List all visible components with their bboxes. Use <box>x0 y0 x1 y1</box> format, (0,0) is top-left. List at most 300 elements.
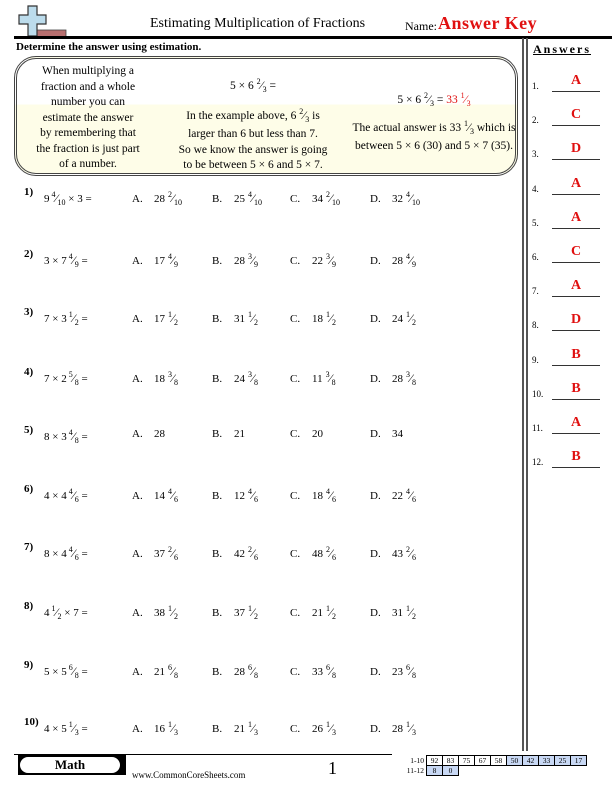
numerator: 2 <box>256 77 261 86</box>
answer-line <box>552 399 600 400</box>
answer-option-b[interactable] <box>212 190 262 207</box>
denominator: 9 <box>174 260 179 269</box>
answer-option-c[interactable] <box>290 190 340 207</box>
numerator: 1 <box>68 720 73 729</box>
answer-number: 6. <box>532 252 539 262</box>
equals: = <box>78 548 88 560</box>
answer-option-c[interactable] <box>290 720 336 737</box>
question-expression <box>44 604 88 621</box>
answer-value: A <box>570 209 582 225</box>
answer-column-divider <box>522 38 524 751</box>
answer-option-d[interactable] <box>370 190 420 207</box>
option-letter: B. <box>212 313 223 325</box>
denominator: 2 <box>332 318 337 327</box>
denominator: 6 <box>332 495 337 504</box>
fraction-slash: ⁄ <box>410 664 413 678</box>
fraction-slash: ⁄ <box>410 253 413 267</box>
whole: 34 <box>312 193 323 205</box>
option-letter: C. <box>290 607 301 619</box>
worksheet-title: Estimating Multiplication of Fractions <box>150 16 366 31</box>
answer-slot[interactable] <box>532 381 612 403</box>
fraction-slash: ⁄ <box>410 605 413 619</box>
whole: 38 <box>154 607 165 619</box>
answer-number: 8. <box>532 320 539 331</box>
answer-option-c[interactable] <box>290 487 336 504</box>
answer-slot[interactable] <box>532 415 612 437</box>
answer-value: B <box>571 346 581 362</box>
whole: 5 × 5 <box>44 666 67 678</box>
question-expression <box>44 252 88 269</box>
text-line: to be between 5 × 6 and 5 × 7. <box>183 159 323 171</box>
fraction <box>168 720 178 737</box>
fraction <box>326 663 336 680</box>
fraction <box>406 310 416 327</box>
option-letter: A. <box>132 428 143 440</box>
whole: 34 <box>392 428 403 440</box>
option-letter: C. <box>290 490 301 502</box>
answer-option-a[interactable] <box>132 487 178 504</box>
whole: 14 <box>154 490 165 502</box>
whole: 21 <box>154 666 165 678</box>
numerator: 2 <box>168 190 172 199</box>
numerator: 1 <box>406 604 410 613</box>
fraction <box>248 720 258 737</box>
question-number: 1) <box>24 186 34 198</box>
fraction-slash: ⁄ <box>72 546 75 560</box>
answer-option-a[interactable] <box>132 252 178 269</box>
question-number: 8) <box>24 600 34 612</box>
text: is <box>309 109 320 122</box>
text-line <box>158 104 348 128</box>
denominator: 9 <box>412 260 417 269</box>
equals: = <box>78 723 88 735</box>
fraction-slash: ⁄ <box>172 371 175 385</box>
whole: 16 <box>154 723 165 735</box>
denominator: 8 <box>412 378 417 387</box>
answer-option-b[interactable] <box>212 545 258 562</box>
fraction <box>248 252 258 269</box>
denominator: 8 <box>332 671 337 680</box>
answer-option-d[interactable] <box>370 720 416 737</box>
fraction-slash: ⁄ <box>55 605 58 619</box>
equals: × 7 = <box>61 607 88 619</box>
question-number: 9) <box>24 659 34 671</box>
denominator: 10 <box>332 198 341 207</box>
whole: 4 <box>44 607 50 619</box>
fraction-slash: ⁄ <box>330 311 333 325</box>
fraction-slash: ⁄ <box>172 546 175 560</box>
text: which is <box>473 121 516 134</box>
numerator: 3 <box>248 252 252 261</box>
fraction-slash: ⁄ <box>410 191 413 205</box>
option-letter: D. <box>370 428 381 440</box>
numerator: 2 <box>406 545 410 554</box>
denominator: 3 <box>262 85 267 94</box>
question-number: 10) <box>24 716 39 728</box>
whole: 17 <box>154 313 165 325</box>
answer-option-d[interactable] <box>370 487 416 504</box>
whole: 28 <box>234 255 245 267</box>
answer-option-d[interactable] <box>370 545 416 562</box>
numerator: 6 <box>406 663 410 672</box>
score-row <box>396 766 587 776</box>
equals: = <box>78 666 88 678</box>
answer-option-b[interactable] <box>212 310 258 327</box>
numerator: 6 <box>248 663 252 672</box>
fraction-slash: ⁄ <box>330 546 333 560</box>
fraction <box>52 604 62 621</box>
example-explanation <box>26 64 150 173</box>
denominator: 6 <box>332 553 337 562</box>
fraction <box>168 370 178 387</box>
answer-slot[interactable] <box>532 210 612 232</box>
answer-slot[interactable] <box>532 244 612 266</box>
fraction-slash: ⁄ <box>330 664 333 678</box>
numerator: 1 <box>406 720 410 729</box>
answers-heading: Answers <box>533 42 591 56</box>
answer-option-b[interactable] <box>212 487 258 504</box>
answer-option-d[interactable] <box>370 370 416 387</box>
fraction <box>168 487 178 504</box>
numerator: 1 <box>168 720 172 729</box>
fraction <box>168 310 178 327</box>
numerator: 4 <box>248 190 252 199</box>
whole: 28 <box>392 723 403 735</box>
example-expression <box>158 74 348 98</box>
answer-option-a[interactable] <box>132 428 165 440</box>
option-letter: A. <box>132 548 143 560</box>
answer-line <box>552 365 600 366</box>
answer-option-b[interactable] <box>212 428 245 440</box>
answer-number: 12. <box>532 457 544 468</box>
answer-option-a[interactable] <box>132 604 178 621</box>
answer-value: C <box>570 244 582 259</box>
answer-slot[interactable] <box>532 107 612 129</box>
whole: 4 × 4 <box>44 490 67 502</box>
fraction <box>406 545 416 562</box>
denominator: 3 <box>254 728 259 737</box>
whole: 17 <box>154 255 165 267</box>
answer-option-a[interactable] <box>132 720 178 737</box>
fraction <box>168 545 178 562</box>
answer-option-d[interactable] <box>370 428 403 440</box>
fraction <box>168 252 178 269</box>
fraction <box>69 545 79 562</box>
denominator: 8 <box>331 378 336 387</box>
denominator: 3 <box>305 114 310 124</box>
score-cell: 83 <box>443 756 459 766</box>
option-letter: B. <box>212 373 223 385</box>
whole: 9 <box>44 193 50 205</box>
answer-slot[interactable] <box>532 141 612 163</box>
fraction <box>326 545 336 562</box>
answer-option-b[interactable] <box>212 252 258 269</box>
answer-value: C <box>570 107 582 123</box>
answer-option-c[interactable] <box>290 604 336 621</box>
score-cell: 42 <box>523 756 539 766</box>
answer-option-b[interactable] <box>212 663 258 680</box>
denominator: 3 <box>174 728 179 737</box>
numerator: 1 <box>168 604 172 613</box>
score-cell: 75 <box>459 756 475 766</box>
fraction <box>406 370 416 387</box>
name-label: Name: <box>405 19 437 33</box>
fraction: $^1⁄_3$ <box>460 91 471 108</box>
numerator: 4 <box>68 252 73 261</box>
answer-line <box>552 194 600 195</box>
answer-number: 7. <box>532 286 539 297</box>
fraction-slash: ⁄ <box>72 371 75 385</box>
whole: 5 × 6 <box>397 94 422 106</box>
whole: 33 <box>446 94 458 106</box>
equals: = <box>434 94 447 106</box>
numerator: 6 <box>68 663 73 672</box>
fraction <box>52 190 66 207</box>
answer-number: 2. <box>532 115 539 126</box>
fraction <box>248 370 258 387</box>
denominator: 6 <box>74 553 79 562</box>
fraction-slash: ⁄ <box>172 191 175 205</box>
answer-slot[interactable] <box>532 312 612 334</box>
denominator: 6 <box>74 495 79 504</box>
question-expression <box>44 663 88 680</box>
answer-slot[interactable] <box>532 449 612 471</box>
answer-option-a[interactable] <box>132 370 178 387</box>
fraction <box>326 190 340 207</box>
answer-option-c[interactable] <box>290 310 336 327</box>
denominator: 8 <box>412 671 417 680</box>
question-expression <box>44 428 88 445</box>
whole: 21 <box>234 723 245 735</box>
fraction-slash: ⁄ <box>252 488 255 502</box>
numerator: 4 <box>326 487 330 496</box>
option-letter: B. <box>212 607 223 619</box>
fraction-slash: ⁄ <box>172 664 175 678</box>
answer-value: B <box>571 380 581 396</box>
equals: = <box>78 431 88 443</box>
score-table <box>396 755 587 776</box>
numerator: 3 <box>325 370 330 379</box>
answer-option-d[interactable] <box>370 604 416 621</box>
name-value: Answer Key <box>438 13 538 33</box>
numerator: 6 <box>326 663 330 672</box>
denominator: 2 <box>254 318 259 327</box>
answer-line <box>552 91 600 92</box>
denominator: 2 <box>412 318 417 327</box>
denominator: 9 <box>74 260 79 269</box>
question-row <box>0 541 520 565</box>
math-cross-logo-icon <box>14 4 74 38</box>
text-line: estimate the answer <box>42 111 134 124</box>
whole: 33 <box>312 666 323 678</box>
answer-line <box>552 159 600 160</box>
answer-option-d[interactable] <box>370 663 416 680</box>
answer-line <box>552 228 600 229</box>
whole: 26 <box>312 723 323 735</box>
numerator: 1 <box>406 310 410 319</box>
question-expression <box>44 487 88 504</box>
denominator: 3 <box>412 728 417 737</box>
fraction-slash: ⁄ <box>330 721 333 735</box>
fraction <box>248 190 262 207</box>
fraction <box>406 190 420 207</box>
fraction <box>248 487 258 504</box>
fraction-slash: ⁄ <box>172 488 175 502</box>
numerator: 2 <box>248 545 252 554</box>
question-row <box>0 483 520 507</box>
option-letter: D. <box>370 313 381 325</box>
question-expression <box>44 310 88 327</box>
numerator: 4 <box>168 487 172 496</box>
score-cell: 33 <box>539 756 555 766</box>
answer-option-d[interactable] <box>370 310 416 327</box>
denominator: 2 <box>332 612 337 621</box>
text-line: by remembering that <box>40 127 136 139</box>
fraction-slash: ⁄ <box>410 488 413 502</box>
answer-option-c[interactable] <box>290 545 336 562</box>
option-letter: A. <box>132 193 143 205</box>
denominator: 6 <box>412 553 417 562</box>
answer-option-a[interactable] <box>132 190 182 207</box>
answer-slot[interactable] <box>532 278 612 300</box>
answer-slot[interactable] <box>532 73 612 95</box>
fraction-slash: ⁄ <box>72 488 75 502</box>
fraction <box>168 604 178 621</box>
denominator: 6 <box>254 553 259 562</box>
fraction-slash: ⁄ <box>330 488 333 502</box>
fraction-slash: ⁄ <box>330 253 333 267</box>
option-letter: A. <box>132 490 143 502</box>
option-letter: C. <box>290 548 301 560</box>
score-cell: 92 <box>427 756 443 766</box>
answer-option-b[interactable] <box>212 370 258 387</box>
answer-line <box>552 433 600 434</box>
text: In the example above, 6 <box>186 109 297 122</box>
question-row <box>0 716 520 740</box>
denominator: 2 <box>254 612 259 621</box>
answer-value: A <box>570 278 582 294</box>
question-row <box>0 186 520 210</box>
denominator: 2 <box>174 318 179 327</box>
answer-option-a[interactable] <box>132 545 178 562</box>
option-letter: B. <box>212 723 223 735</box>
question-expression <box>44 370 88 387</box>
answer-line <box>552 262 600 263</box>
answer-number: 9. <box>532 354 539 365</box>
answer-slot[interactable] <box>532 176 612 198</box>
fraction <box>248 604 258 621</box>
question-row <box>0 600 520 624</box>
fraction <box>406 604 416 621</box>
fraction <box>326 720 336 737</box>
numerator: 2 <box>326 545 330 554</box>
fraction-slash: ⁄ <box>252 605 255 619</box>
option-letter: B. <box>212 548 223 560</box>
whole: 31 <box>234 313 245 325</box>
answer-line <box>552 125 600 126</box>
whole: 8 × 3 <box>44 431 67 443</box>
numerator: 4 <box>51 190 56 199</box>
answer-option-a[interactable] <box>132 310 178 327</box>
equals: = <box>78 313 88 325</box>
question-row <box>0 424 520 448</box>
fraction <box>326 370 336 387</box>
fraction-slash: ⁄ <box>330 605 333 619</box>
denominator: 8 <box>74 378 79 387</box>
text-line <box>350 116 518 140</box>
solution-answer <box>446 91 471 108</box>
numerator: 1 <box>68 310 73 319</box>
answer-value: D <box>570 312 582 328</box>
question-row <box>0 306 520 330</box>
fraction-slash: ⁄ <box>72 311 75 325</box>
score-cell: 0 <box>443 766 459 776</box>
fraction <box>69 310 79 327</box>
option-letter: C. <box>290 723 301 735</box>
option-letter: B. <box>212 255 223 267</box>
answer-option-d[interactable] <box>370 252 416 269</box>
denominator: 10 <box>57 198 66 207</box>
answer-option-c[interactable] <box>290 428 323 440</box>
denominator: 2 <box>412 612 417 621</box>
text-line: fraction and a whole <box>40 80 136 93</box>
numerator: 4 <box>68 487 73 496</box>
answer-option-b[interactable] <box>212 604 258 621</box>
fraction-slash: ⁄ <box>72 664 75 678</box>
fraction-slash: ⁄ <box>72 253 75 267</box>
answer-line <box>552 467 600 468</box>
whole: 28 <box>154 193 165 205</box>
denominator: 10 <box>254 198 263 207</box>
answer-option-c[interactable] <box>290 370 336 387</box>
option-letter: D. <box>370 607 381 619</box>
example-problem <box>158 74 348 174</box>
option-letter: C. <box>290 428 301 440</box>
fraction <box>69 252 79 269</box>
whole: 31 <box>392 607 403 619</box>
whole: 5 × 6 <box>229 80 254 92</box>
option-letter: A. <box>132 255 143 267</box>
whole: 3 × 7 <box>44 255 67 267</box>
fraction-slash: ⁄ <box>410 721 413 735</box>
text-line: the fraction is just part <box>36 142 140 155</box>
fraction-slash: ⁄ <box>72 721 75 735</box>
denominator: 3 <box>466 99 471 108</box>
whole: 4 × 5 <box>44 723 67 735</box>
answer-slot[interactable] <box>532 347 612 369</box>
denominator: 2 <box>174 612 179 621</box>
fraction-slash: ⁄ <box>410 371 413 385</box>
answer-option-b[interactable] <box>212 720 258 737</box>
option-letter: B. <box>212 428 223 440</box>
answer-option-a[interactable] <box>132 663 178 680</box>
denominator: 8 <box>74 436 79 445</box>
whole: 28 <box>154 428 165 440</box>
denominator: 8 <box>254 378 259 387</box>
whole: 23 <box>392 666 403 678</box>
denominator: 9 <box>332 260 337 269</box>
whole: 28 <box>234 666 245 678</box>
whole: 21 <box>234 428 245 440</box>
fraction <box>248 310 258 327</box>
answer-option-c[interactable] <box>290 252 336 269</box>
answer-option-c[interactable] <box>290 663 336 680</box>
fraction <box>326 487 336 504</box>
numerator: 4 <box>406 487 410 496</box>
whole: 25 <box>234 193 245 205</box>
fraction-slash: ⁄ <box>172 721 175 735</box>
numerator: 3 <box>168 370 172 379</box>
